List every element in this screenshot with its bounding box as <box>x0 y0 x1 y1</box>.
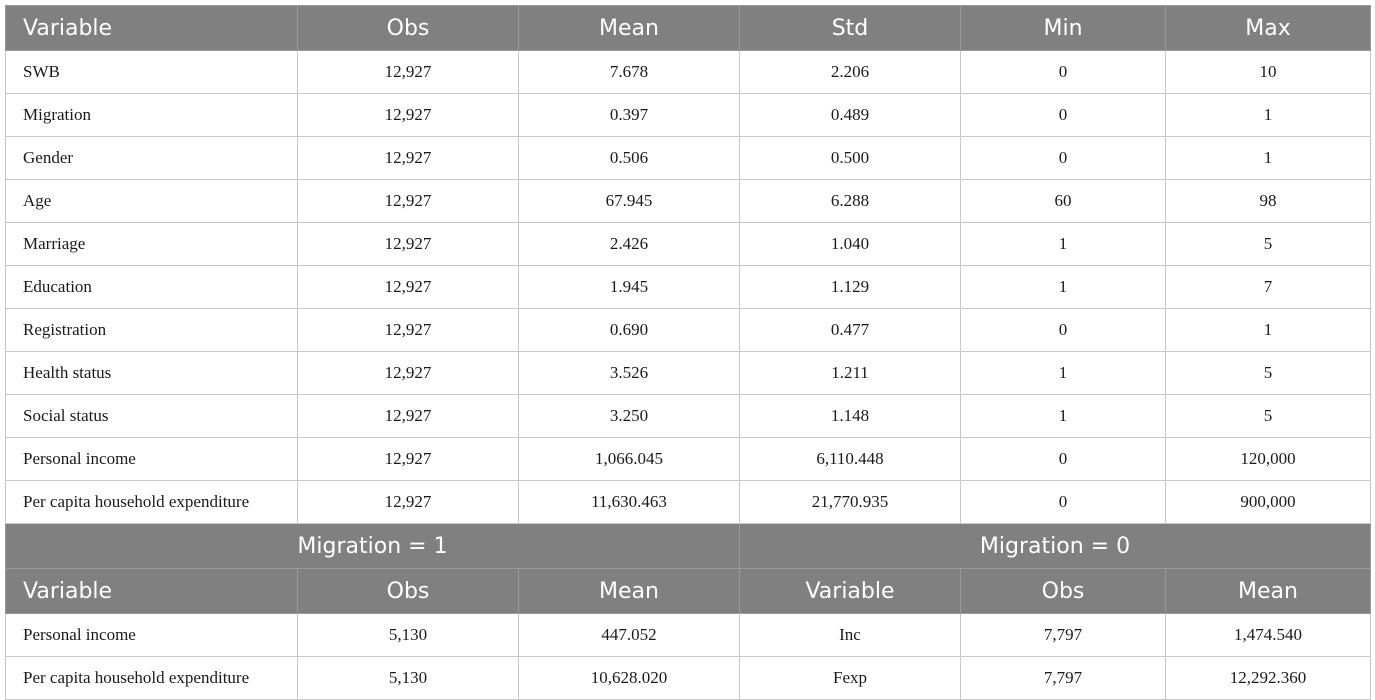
row-label: Per capita household expenditure <box>6 657 298 700</box>
table-cell: 7,797 <box>961 657 1166 700</box>
column-header: Obs <box>961 569 1166 614</box>
column-header: Min <box>961 6 1166 51</box>
column-header: Std <box>740 6 961 51</box>
table-row <box>6 438 1371 481</box>
table-cell: 0.690 <box>519 309 740 352</box>
row-label: Social status <box>6 395 298 438</box>
table-cell: 0 <box>961 438 1166 481</box>
table-cell: 0 <box>961 51 1166 94</box>
table-cell: 1 <box>961 266 1166 309</box>
table-cell: 12,927 <box>298 51 519 94</box>
table-cell: 1 <box>961 352 1166 395</box>
group-header-row <box>6 524 1371 569</box>
table-cell: 1.211 <box>740 352 961 395</box>
table-cell: 0.489 <box>740 94 961 137</box>
sub-header-row <box>6 569 1371 614</box>
table-cell: 5,130 <box>298 614 519 657</box>
column-header: Mean <box>519 6 740 51</box>
table-row <box>6 481 1371 524</box>
table-cell: 12,927 <box>298 309 519 352</box>
row-label: SWB <box>6 51 298 94</box>
table-row <box>6 657 1371 700</box>
table-row <box>6 223 1371 266</box>
row-label: Per capita household expenditure <box>6 481 298 524</box>
column-header: Mean <box>1166 569 1371 614</box>
table-cell: 120,000 <box>1166 438 1371 481</box>
table-cell: 447.052 <box>519 614 740 657</box>
table-cell: 5,130 <box>298 657 519 700</box>
table-cell: 2.206 <box>740 51 961 94</box>
table-cell: 7 <box>1166 266 1371 309</box>
table-cell: 0 <box>961 309 1166 352</box>
column-header: Obs <box>298 6 519 51</box>
table-cell: 0.506 <box>519 137 740 180</box>
table-cell: 0.397 <box>519 94 740 137</box>
group-header: Migration = 1 <box>6 524 740 569</box>
row-label: Gender <box>6 137 298 180</box>
summary-statistics-table <box>5 5 1371 700</box>
table-row <box>6 51 1371 94</box>
row-label: Health status <box>6 352 298 395</box>
table-row <box>6 395 1371 438</box>
table-cell: 0.500 <box>740 137 961 180</box>
row-label: Personal income <box>6 614 298 657</box>
table-row <box>6 309 1371 352</box>
table-row <box>6 180 1371 223</box>
table-cell: 6,110.448 <box>740 438 961 481</box>
table-cell: 21,770.935 <box>740 481 961 524</box>
column-header: Variable <box>6 569 298 614</box>
table-cell: 1,066.045 <box>519 438 740 481</box>
row-label: Registration <box>6 309 298 352</box>
row-label: Marriage <box>6 223 298 266</box>
row-label: Age <box>6 180 298 223</box>
row-label: Migration <box>6 94 298 137</box>
main-header-row <box>6 6 1371 51</box>
table-cell: 1 <box>1166 137 1371 180</box>
table-cell: 7.678 <box>519 51 740 94</box>
table-cell: 12,927 <box>298 438 519 481</box>
table-cell: 1.945 <box>519 266 740 309</box>
column-header: Obs <box>298 569 519 614</box>
table-cell: 900,000 <box>1166 481 1371 524</box>
column-header: Variable <box>740 569 961 614</box>
table-cell: 12,927 <box>298 481 519 524</box>
table-cell: 11,630.463 <box>519 481 740 524</box>
table-row <box>6 266 1371 309</box>
column-header: Variable <box>6 6 298 51</box>
column-header: Mean <box>519 569 740 614</box>
table-row <box>6 94 1371 137</box>
table-cell: Inc <box>740 614 961 657</box>
table-cell: 1.040 <box>740 223 961 266</box>
table-row <box>6 614 1371 657</box>
table-cell: 12,927 <box>298 180 519 223</box>
table-cell: 60 <box>961 180 1166 223</box>
table-cell: 3.526 <box>519 352 740 395</box>
table-cell: 12,927 <box>298 266 519 309</box>
table-cell: 12,292.360 <box>1166 657 1371 700</box>
group-header: Migration = 0 <box>740 524 1371 569</box>
table-cell: 2.426 <box>519 223 740 266</box>
table-cell: 12,927 <box>298 137 519 180</box>
table-cell: 12,927 <box>298 352 519 395</box>
table-cell: 10 <box>1166 51 1371 94</box>
table-cell: 7,797 <box>961 614 1166 657</box>
table-cell: 3.250 <box>519 395 740 438</box>
table-row <box>6 137 1371 180</box>
table-cell: 1 <box>1166 94 1371 137</box>
table-cell: 1 <box>961 223 1166 266</box>
table-cell: 5 <box>1166 395 1371 438</box>
table-cell: 1.148 <box>740 395 961 438</box>
table-cell: 98 <box>1166 180 1371 223</box>
row-label: Education <box>6 266 298 309</box>
table-cell: 12,927 <box>298 94 519 137</box>
table-cell: 0 <box>961 481 1166 524</box>
table-cell: 12,927 <box>298 223 519 266</box>
table-cell: 1 <box>961 395 1166 438</box>
table-cell: 0.477 <box>740 309 961 352</box>
table-cell: 0 <box>961 137 1166 180</box>
table-cell: 5 <box>1166 223 1371 266</box>
column-header: Max <box>1166 6 1371 51</box>
table-cell: 0 <box>961 94 1166 137</box>
table-cell: 1,474.540 <box>1166 614 1371 657</box>
row-label: Personal income <box>6 438 298 481</box>
table-cell: 6.288 <box>740 180 961 223</box>
table-cell: 1.129 <box>740 266 961 309</box>
table-row <box>6 352 1371 395</box>
table-cell: 5 <box>1166 352 1371 395</box>
table-cell: 67.945 <box>519 180 740 223</box>
table-cell: 12,927 <box>298 395 519 438</box>
table-cell: 10,628.020 <box>519 657 740 700</box>
table-cell: Fexp <box>740 657 961 700</box>
table-cell: 1 <box>1166 309 1371 352</box>
